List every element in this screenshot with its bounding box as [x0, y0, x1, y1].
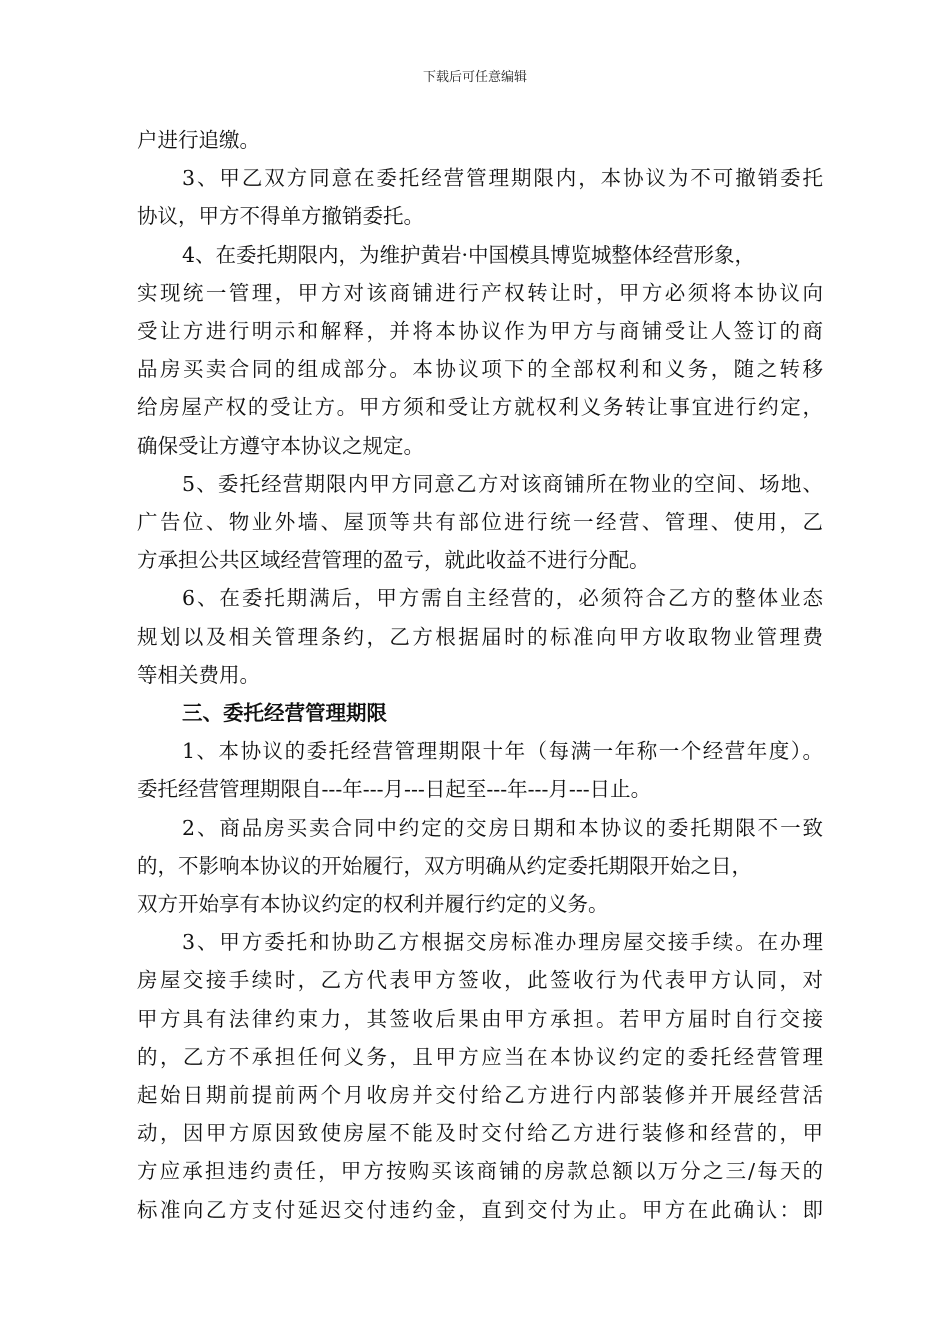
- paragraph-line: 给房屋产权的受让方。甲方须和受让方就权利义务转让事宜进行约定，: [137, 395, 823, 419]
- page-header: 下载后可任意编辑: [422, 70, 527, 85]
- paragraph-line: 实现统一管理，甲方对该商铺进行产权转让时，甲方必须将本协议向: [137, 281, 823, 305]
- paragraph-line: 6、在委托期满后，甲方需自主经营的，必须符合乙方的整体业态: [182, 586, 823, 610]
- paragraph-line: 规划以及相关管理条约，乙方根据届时的标准向甲方收取物业管理费: [137, 625, 823, 649]
- paragraph-line: 2、商品房买卖合同中约定的交房日期和本协议的委托期限不一致: [182, 816, 823, 840]
- section-heading: 三、委托经营管理期限: [182, 701, 387, 725]
- paragraph-line: 广告位、物业外墙、屋顶等共有部位进行统一经营、管理、使用，乙: [137, 510, 823, 534]
- paragraph-line: 户进行追缴。: [137, 128, 260, 152]
- paragraph-line: 的，乙方不承担任何义务，且甲方应当在本协议约定的委托经营管理: [137, 1045, 823, 1069]
- paragraph-line: 3、甲乙双方同意在委托经营管理期限内，本协议为不可撤销委托: [182, 166, 823, 190]
- paragraph-line: 确保受让方遵守本协议之规定。: [137, 434, 424, 458]
- paragraph-line: 3、甲方委托和协助乙方根据交房标准办理房屋交接手续。在办理: [182, 930, 823, 954]
- paragraph-line: 方承担公共区域经营管理的盈亏，就此收益不进行分配。: [137, 548, 650, 572]
- paragraph-line: 双方开始享有本协议约定的权利并履行约定的义务。: [137, 892, 609, 916]
- paragraph-line: 等相关费用。: [137, 663, 260, 687]
- paragraph-line: 方应承担违约责任，甲方按购买该商铺的房款总额以万分之三/每天的: [137, 1159, 823, 1183]
- paragraph-line: 甲方具有法律约束力，其签收后果由甲方承担。若甲方届时自行交接: [137, 1007, 823, 1031]
- paragraph-line: 委托经营管理期限自---年---月---日起至---年---月---日止。: [137, 777, 652, 801]
- paragraph-line: 受让方进行明示和解释，并将本协议作为甲方与商铺受让人签订的商: [137, 319, 823, 343]
- paragraph-line: 动，因甲方原因致使房屋不能及时交付给乙方进行装修和经营的，甲: [137, 1121, 823, 1145]
- paragraph-line: 4、在委托期限内，为维护黄岩·中国模具博览城整体经营形象，: [182, 243, 756, 267]
- paragraph-line: 房屋交接手续时，乙方代表甲方签收，此签收行为代表甲方认同，对: [137, 968, 823, 992]
- paragraph-line: 标准向乙方支付延迟交付违约金，直到交付为止。甲方在此确认：即: [137, 1198, 823, 1222]
- paragraph-line: 5、委托经营期限内甲方同意乙方对该商铺所在物业的空间、场地、: [182, 472, 823, 496]
- paragraph-line: 协议，甲方不得单方撤销委托。: [137, 204, 424, 228]
- paragraph-line: 的，不影响本协议的开始履行，双方明确从约定委托期限开始之日，: [137, 854, 752, 878]
- paragraph-line: 品房买卖合同的组成部分。本协议项下的全部权利和义务，随之转移: [137, 357, 823, 381]
- paragraph-line: 起始日期前提前两个月收房并交付给乙方进行内部装修并开展经营活: [137, 1083, 823, 1107]
- paragraph-line: 1、本协议的委托经营管理期限十年（每满一年称一个经营年度）。: [182, 739, 823, 763]
